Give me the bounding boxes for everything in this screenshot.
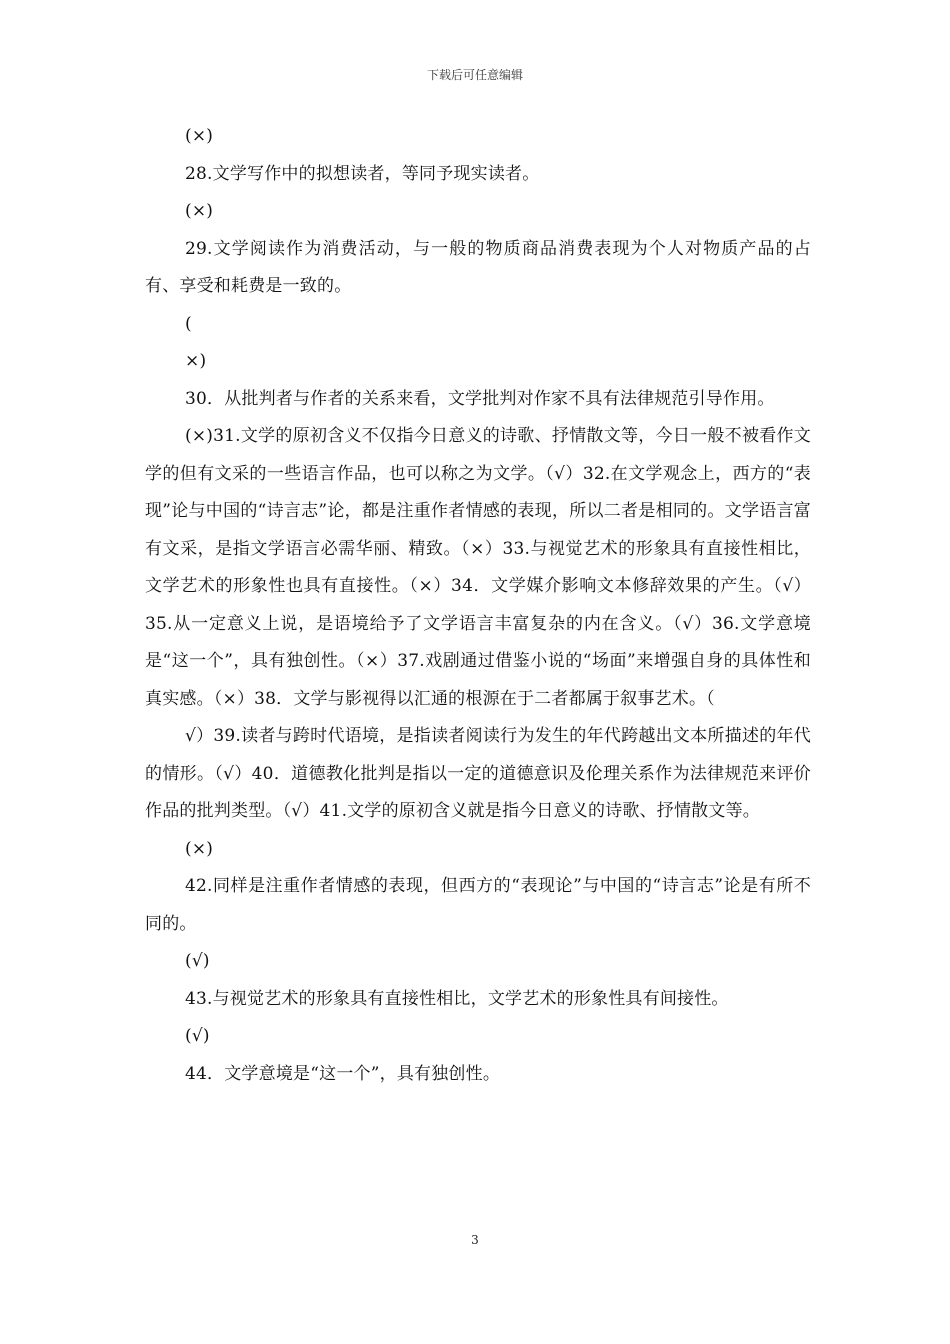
paragraph: (×)31.文学的原初含义不仅指今日意义的诗歌、抒情散文等，今日一般不被看作文学的但有文采的一些语言作品，也可以称之为文学。（√）32.在文学观念上，西方的“表现”论与中国的“诗言志”论，都是注重作者情感的表现，所以二者是相同的。文学语言富有文采，是指文学语言必需华丽、精致。（×）33.与视觉艺术的形象具有直接性相比，文学艺术的形象性也具有直接性。（×）34．文学媒介影响文本修辞效果的产生。（√）35.从一定意义上说，是语境给予了文学语言丰富复杂的内在含义。（√）36.文学意境是“这一个”，具有独创性。（×）37.戏剧通过借鉴小说的“场面”来增强自身的具体性和真实感。（×）38．文学与影视得以汇通的根源在于二者都属于叙事艺术。（ — [145, 426, 811, 709]
document-body — [145, 118, 811, 1093]
paragraph: (×) — [185, 126, 214, 146]
paragraph: (×) — [185, 201, 214, 221]
paragraph: (×) — [185, 838, 214, 859]
paragraph: 43.与视觉艺术的形象具有直接性相比，文学艺术的形象性具有间接性。 — [185, 988, 729, 1009]
page-number: 3 — [471, 1233, 479, 1247]
paragraph: 30．从批判者与作者的关系来看，文学批判对作家不具有法律规范引导作用。 — [185, 388, 775, 409]
page-header: 下载后可任意编辑 — [426, 68, 523, 82]
paragraph: ( — [185, 313, 192, 334]
paragraph: 28.文学写作中的拟想读者，等同予现实读者。 — [185, 163, 540, 184]
paragraph: 29.文学阅读作为消费活动，与一般的物质商品消费表现为个人对物质产品的占有、享受和耗费是一致的。 — [145, 238, 811, 296]
paragraph: √）39.读者与跨时代语境，是指读者阅读行为发生的年代跨越出文本所描述的年代的情形。（√）40．道德教化批判是指以一定的道德意识及伦理关系作为法律规范来评价作品的批判类型。（√）41.文学的原初含义就是指今日意义的诗歌、抒情散文等。 — [145, 726, 811, 821]
paragraph: 42.同样是注重作者情感的表现，但西方的“表现论”与中国的“诗言志”论是有所不同的。 — [145, 876, 811, 934]
paragraph: 44．文学意境是“这一个”，具有独创性。 — [185, 1063, 501, 1084]
paragraph: (√) — [185, 1026, 210, 1046]
paragraph: ×) — [185, 351, 207, 371]
paragraph: (√) — [185, 951, 210, 971]
